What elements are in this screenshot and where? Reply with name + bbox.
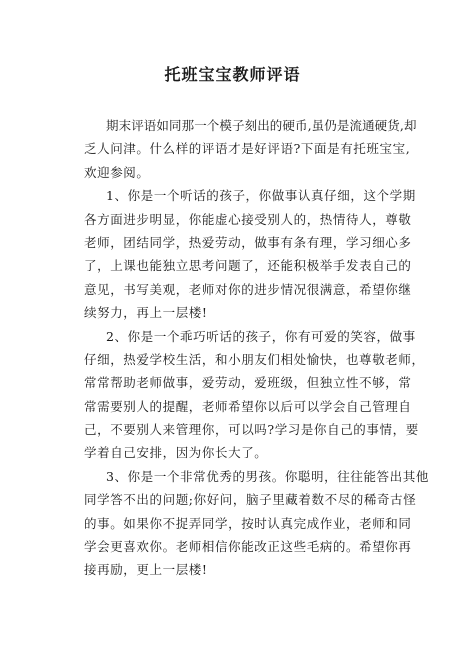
comment-2-line-4: 常需要别人的提醒，老师希望你以后可以学会自己管理自 [84,398,412,414]
intro-line-2: 乏人问津。什么样的评语才是好评语?下面是有托班宝宝, [84,141,411,157]
comment-1-line-6: 续努力，再上一层楼! [84,305,208,321]
comment-2-line-1: 2、你是一个乖巧听话的孩子，你有可爱的笑容，做事 [106,328,416,344]
comment-2-line-3: 常常帮助老师做事，爱劳动，爱班级，但独立性不够，常 [84,375,412,391]
intro-line-1: 期末评语如同那一个模子刻出的硬币,虽仍是流通硬货,却 [106,118,417,133]
comment-2-line-6: 学着自己安排，因为你长大了。 [84,445,268,461]
comment-3-line-1: 3、你是一个非常优秀的男孩。你聪明，往往能答出其他 [106,468,429,484]
intro-line-3: 欢迎参阅。 [84,164,150,180]
comment-1-line-2: 各方面进步明显，你能虚心接受别人的，热情待人，尊敬 [84,211,412,227]
comment-2-line-2: 仔细，热爱学校生活，和小朋友们相处愉快，也尊敬老师， [84,351,425,367]
comment-3-line-2: 同学答不出的问题;你好问，脑子里藏着数不尽的稀奇古怪 [84,492,417,508]
comment-1-line-4: 了，上课也能独立思考问题了，还能积极举手发表自己的 [84,258,412,274]
comment-1-line-1: 1、你是一个听话的孩子，你做事认真仔细，这个学期 [106,188,416,204]
comment-3-line-5: 接再励，更上一层楼! [84,562,208,578]
comment-3-line-4: 学会更喜欢你。老师相信你能改正这些毛病的。希望你再 [84,539,412,555]
document-body [84,114,429,582]
comment-1-line-5: 意见，书写美观，老师对你的进步情况很满意，希望你继 [84,281,412,297]
document-title: 托班宝宝教师评语 [164,65,301,84]
comment-1-line-3: 老师，团结同学，热爱劳动，做事有条有理，学习细心多 [84,234,412,250]
comment-3-line-3: 的事。如果你不捉弄同学，按时认真完成作业，老师和同 [84,515,412,531]
comment-2-line-5: 己，不要别人来管理你，可以吗?学习是你自己的事情，要 [84,422,419,438]
